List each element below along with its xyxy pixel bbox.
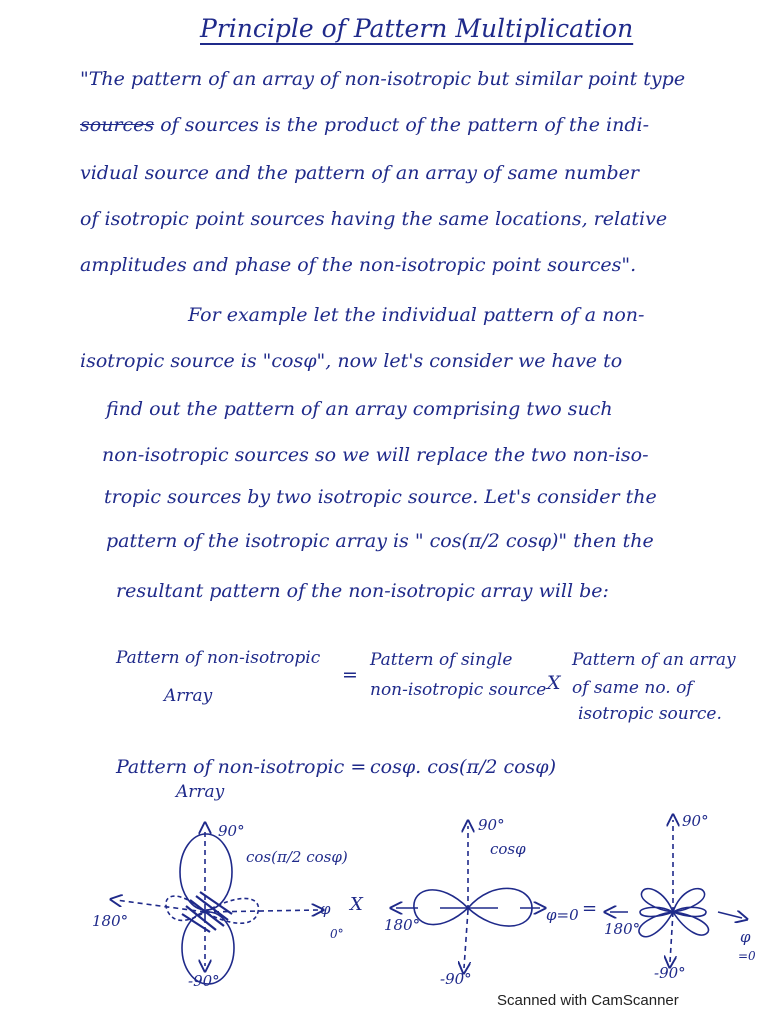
eq1-times: X [547, 672, 561, 694]
d3-label-180: 180° [604, 920, 641, 938]
eq1-term1-line2: non-isotropic source [370, 680, 547, 700]
times-sign: X [350, 894, 363, 915]
d3-label-0: =0 [738, 949, 756, 963]
eq1-lhs-line2: Array [164, 686, 213, 706]
eq1-term2-line1: Pattern of an array [572, 650, 736, 670]
example-line: For example let the individual pattern of a non- [188, 304, 645, 326]
d2-label-phi0: φ=0 [546, 906, 579, 924]
definition-line: of isotropic point sources having the same locations, relative [80, 208, 668, 230]
example-line: find out the pattern of an array comprising two such [106, 398, 613, 420]
equals-sign: = [582, 898, 598, 919]
example-line: isotropic source is "cosφ", now let's consider we have to [80, 350, 623, 372]
example-line: resultant pattern of the non-isotropic array will be: [116, 580, 609, 602]
example-line: tropic sources by two isotropic source. Let's consider the [104, 486, 657, 508]
d1-label-180: 180° [92, 912, 129, 930]
d3-label-neg90: -90° [654, 964, 686, 982]
d1-label-0: 0° [330, 927, 344, 941]
eq1-equals: = [342, 664, 358, 686]
page-title: Principle of Pattern Multiplication [200, 14, 634, 43]
definition-line: vidual source and the pattern of an array of same number [80, 162, 639, 184]
definition-line-2 [80, 116, 649, 135]
eq1-lhs-line1: Pattern of non-isotropic [116, 648, 321, 668]
d1-formula: cos(π/2 cosφ) [246, 848, 348, 866]
d2-label-180: 180° [384, 916, 421, 934]
diagram-resultant-pattern [610, 820, 742, 962]
d1-label-phi: φ [320, 900, 331, 918]
d1-label-90: 90° [218, 822, 245, 840]
d2-label-neg90: -90° [440, 970, 472, 988]
eq1-term1-line1: Pattern of single [370, 650, 513, 670]
eq1-term2-line3: isotropic source. [578, 704, 722, 724]
definition-line: amplitudes and phase of the non-isotropic point sources". [80, 254, 637, 276]
eq2-lhs-line2: Array [176, 782, 225, 802]
example-line: non-isotropic sources so we will replace the two non-iso- [102, 444, 649, 466]
d3-label-phi: φ [740, 928, 751, 946]
definition-line: "The pattern of an array of non-isotropic but similar point type [80, 68, 686, 90]
scanner-watermark: Scanned with CamScanner [497, 992, 679, 1009]
d2-label-90: 90° [478, 816, 505, 834]
definition-line-text: of sources is the product of the pattern of the indi- [160, 114, 649, 136]
example-line: pattern of the isotropic array is " cos(π/2 cosφ)" then the [106, 530, 654, 552]
struck-word: sources [80, 114, 155, 136]
d2-formula: cosφ [490, 840, 526, 858]
pattern-diagrams [0, 800, 768, 990]
d3-label-90: 90° [682, 812, 709, 830]
eq2-rhs: cosφ. cos(π/2 cosφ) [370, 756, 557, 778]
eq2-lhs-line1: Pattern of non-isotropic = [116, 756, 367, 778]
eq1-term2-line2: of same no. of [572, 678, 693, 698]
d1-label-neg90: -90° [188, 972, 220, 990]
